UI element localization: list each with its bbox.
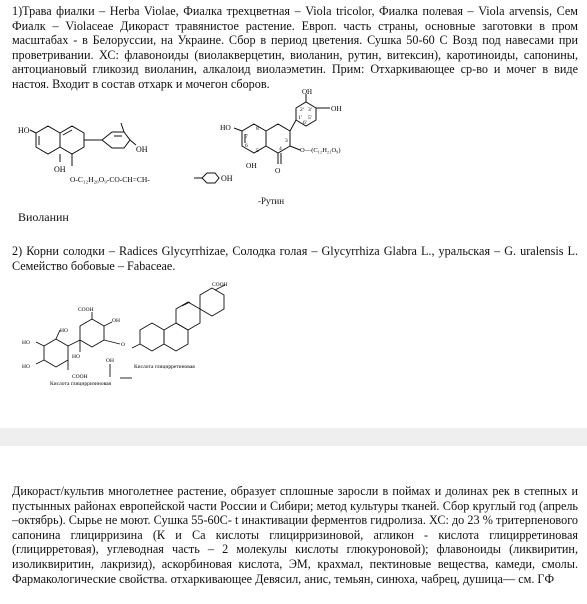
rutin-ring-number: 4 bbox=[279, 146, 282, 152]
glyc-acid-label: Кислота глицирретиновая bbox=[134, 364, 195, 370]
rutin-oh-right: OH bbox=[331, 104, 342, 113]
glyc-oh: OH bbox=[112, 318, 120, 324]
rutin-oh-bottom: OH bbox=[246, 161, 257, 170]
rutin-oh-top: OH bbox=[302, 88, 313, 96]
rutin-ho-left: HO bbox=[220, 123, 231, 132]
glyc-cooh-top: COOH bbox=[212, 282, 228, 288]
rutin-ring-number: 6 bbox=[245, 143, 248, 149]
rutin-structure bbox=[218, 90, 378, 188]
glyc-ho: HO bbox=[22, 364, 30, 370]
rutin-ring-number: 6' bbox=[303, 120, 307, 126]
glyc-ho: HO bbox=[60, 328, 68, 334]
rutin-ring-number: 5 bbox=[256, 148, 259, 154]
rutin-ring-number: 3' bbox=[308, 107, 312, 113]
rutin-substituent: O—(C₁₂H₂₁O₉) bbox=[300, 147, 341, 154]
glyc-oh: OH bbox=[106, 358, 114, 364]
rutin-o-bottom: O bbox=[275, 166, 281, 175]
violanin-structure bbox=[18, 112, 233, 194]
rutin-label: -Рутин bbox=[258, 196, 285, 206]
violanin-label: Виоланин bbox=[18, 210, 69, 224]
glyc-ho: HO bbox=[22, 340, 30, 346]
glyc-ho: HO bbox=[72, 354, 80, 360]
page-separator bbox=[0, 428, 587, 446]
paragraph-licorice-details: Дикораст/культив многолетнее растение, образует сплошные заросли в поймах и долинах рек в степных и пустынных районах европейской части России и Сибири; метод культуры тканей. Сбор круглый год (апрель –октябрь). Сырье не моют. Сушка 55-60С- t инактивации ферментов гидролиза. ХС: до 23 % тритерпенового сапонина глицирризина (К и Са кислоты глицирризиновой, агликон - кислота глицирретиновая (глицирретовая), углеводная часть – 2 молекулы кислоты глюкуроновой); флавоноиды (ликвиритин, изоликвиритин, лакризид), аскорбиновая кислота, ЭМ, крахмал, пектиновые вещества, камеди, смолы. Фармакологические свойства. отхаркивающее Девясил, анис, темьян, синюха, чабрец, душица— см. ГФ bbox=[12, 484, 578, 586]
rutin-ring-number: 8 bbox=[256, 126, 259, 132]
violanin-chain: O-C₁₂H₂₀O₉-CO-CH=CH- bbox=[70, 175, 150, 184]
rutin-ring-number: 5' bbox=[308, 115, 312, 121]
rutin-ring-number: 1' bbox=[298, 115, 302, 121]
violanin-oh-right: OH bbox=[221, 174, 233, 183]
rutin-ring-number: 7 bbox=[245, 134, 248, 140]
glyc-o: O bbox=[121, 342, 125, 348]
violanin-oh-top-left: HO bbox=[18, 126, 30, 135]
glyc-cooh-sugar1: COOH bbox=[78, 307, 94, 313]
violanin-oh-bottom: OH bbox=[54, 165, 66, 174]
rutin-ring-number: 2' bbox=[300, 107, 304, 113]
violanin-oh-mid: OH bbox=[136, 145, 148, 154]
glyc-cooh-sugar2: COOH bbox=[72, 374, 88, 380]
glyc-glycyrrhizic-label: Кислота глицирризиновая bbox=[50, 381, 112, 387]
glycyrrhizin-structure bbox=[20, 282, 260, 402]
rutin-ring-number: 3 bbox=[285, 138, 288, 144]
paragraph-licorice-root: 2) Корни солодки – Radices Glycyrrhizae, Солодка голая – Glycyrrhiza Glabra L., уральская – G. uralensis L. Семейство бобовые – Fabaceae. bbox=[12, 244, 578, 273]
document-page-2 bbox=[0, 446, 587, 604]
paragraph-violet-herb: 1)Трава фиалки – Herba Violae, Фиалка трехцветная – Viola tricolor, Фиалка полевая – Viola arvensis, Сем Фиалк – Violaceae Дикораст травянистое растение. Европ. часть страны, основные заготовки в пром масштабах - в Белоруссии, на Украине. Сбор в период цветения. Сушка 50-60 С Возд под навесами при проветривании. ХС: флавоноиды (виолакверцетин, виоланин, рутин, витексин), каротиноиды, сапонины, антоциановый гликозид виоланин, алкалоид виолаэметин. Прим: Отхаркивающее ср-во и мочег в виде настоя. Входит в состав отхарк и мочегон сборов. bbox=[12, 4, 578, 91]
